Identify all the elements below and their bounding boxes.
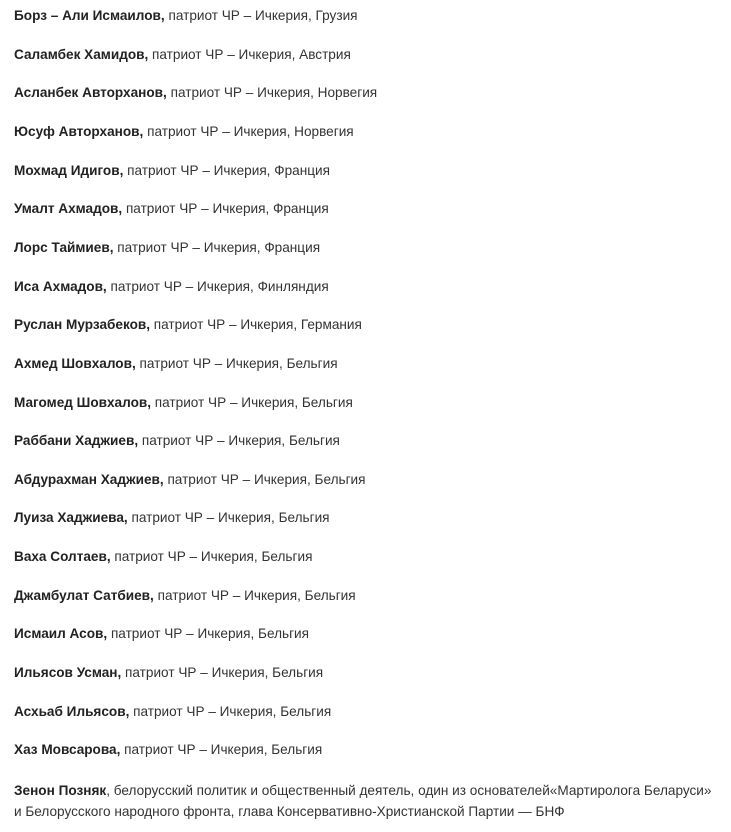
list-item <box>14 123 354 141</box>
list-item <box>14 46 351 64</box>
person-name: Хаз Мовсарова, <box>14 742 121 757</box>
list-item <box>14 548 312 566</box>
list-item <box>14 471 366 489</box>
list-item <box>14 703 331 721</box>
list-item-long <box>14 780 719 822</box>
person-name: Асланбек Авторханов, <box>14 85 167 100</box>
person-name: Ахмед Шовхалов, <box>14 356 136 371</box>
person-description: патриот ЧР – Ичкерия, Франция <box>122 201 329 216</box>
person-name: Джамбулат Сатбиев, <box>14 588 154 603</box>
person-description: патриот ЧР – Ичкерия, Бельгия <box>153 588 356 603</box>
person-description: патриот ЧР – Ичкерия, Франция <box>113 240 321 255</box>
person-description: патриот ЧР – Ичкерия, Норвегия <box>143 124 354 139</box>
person-name: Иса Ахмадов, <box>14 279 107 294</box>
list-item <box>14 587 356 605</box>
list-item <box>14 239 320 257</box>
list-item <box>14 162 330 180</box>
person-name: Руслан Мурзабеков, <box>14 317 151 332</box>
person-name: Лорс Таймиев, <box>14 240 114 255</box>
person-description: патриот ЧР – Ичкерия, Норвегия <box>166 85 378 100</box>
list-item <box>14 278 329 296</box>
list-item <box>14 664 323 682</box>
list-item <box>14 200 329 218</box>
person-description: патриот ЧР – Ичкерия, Бельгия <box>127 510 330 525</box>
list-item <box>14 741 322 759</box>
person-description: патриот ЧР – Ичкерия, Бельгия <box>129 704 332 719</box>
person-description: патриот ЧР – Ичкерия, Бельгия <box>151 395 353 410</box>
person-name: Борз – Али Исмаилов, <box>14 8 165 23</box>
person-description: патриот ЧР – Ичкерия, Бельгия <box>110 549 313 564</box>
person-name: Юсуф Авторханов, <box>14 124 144 139</box>
person-description: патриот ЧР – Ичкерия, Бельгия <box>120 742 323 757</box>
list-item <box>14 7 358 25</box>
person-name: Раббани Хаджиев, <box>14 433 139 448</box>
person-name: Умалт Ахмадов, <box>14 201 123 216</box>
person-description: патриот ЧР – Ичкерия, Бельгия <box>107 626 309 641</box>
person-description: патриот ЧР – Ичкерия, Финляндия <box>106 279 329 294</box>
person-description: патриот ЧР – Ичкерия, Франция <box>123 163 330 178</box>
person-name: Магомед Шовхалов, <box>14 395 152 410</box>
person-name: Ваха Солтаев, <box>14 549 111 564</box>
list-item <box>14 432 340 450</box>
person-name: Ильясов Усман, <box>14 665 122 680</box>
person-name: Луиза Хаджиева, <box>14 510 128 525</box>
person-description: патриот ЧР – Ичкерия, Австрия <box>148 47 351 62</box>
list-item <box>14 84 377 102</box>
person-name: Асхьаб Ильясов, <box>14 704 130 719</box>
person-name: Мохмад Идигов, <box>14 163 124 178</box>
person-name: Саламбек Хамидов, <box>14 47 149 62</box>
person-description: патриот ЧР – Ичкерия, Бельгия <box>163 472 366 487</box>
list-item <box>14 509 330 527</box>
list-item <box>14 625 309 643</box>
list-item <box>14 316 362 334</box>
person-name: Зенон Позняк <box>14 783 107 798</box>
person-description: патриот ЧР – Ичкерия, Бельгия <box>135 356 338 371</box>
list-item <box>14 355 338 373</box>
person-description: патриот ЧР – Ичкерия, Бельгия <box>138 433 340 448</box>
list-item <box>14 394 353 412</box>
person-name: Абдурахман Хаджиев, <box>14 472 164 487</box>
person-description: патриот ЧР – Ичкерия, Германия <box>150 317 362 332</box>
person-name: Исмаил Асов, <box>14 626 108 641</box>
person-description: патриот ЧР – Ичкерия, Бельгия <box>121 665 324 680</box>
person-description: , белорусский политик и общественный деятель, один из основателей«Мартиролога Беларуси» и Белорусского народного фронта, глава Консервативно-Христианской Партии — БНФ <box>14 783 712 819</box>
person-description: патриот ЧР – Ичкерия, Грузия <box>164 8 358 23</box>
